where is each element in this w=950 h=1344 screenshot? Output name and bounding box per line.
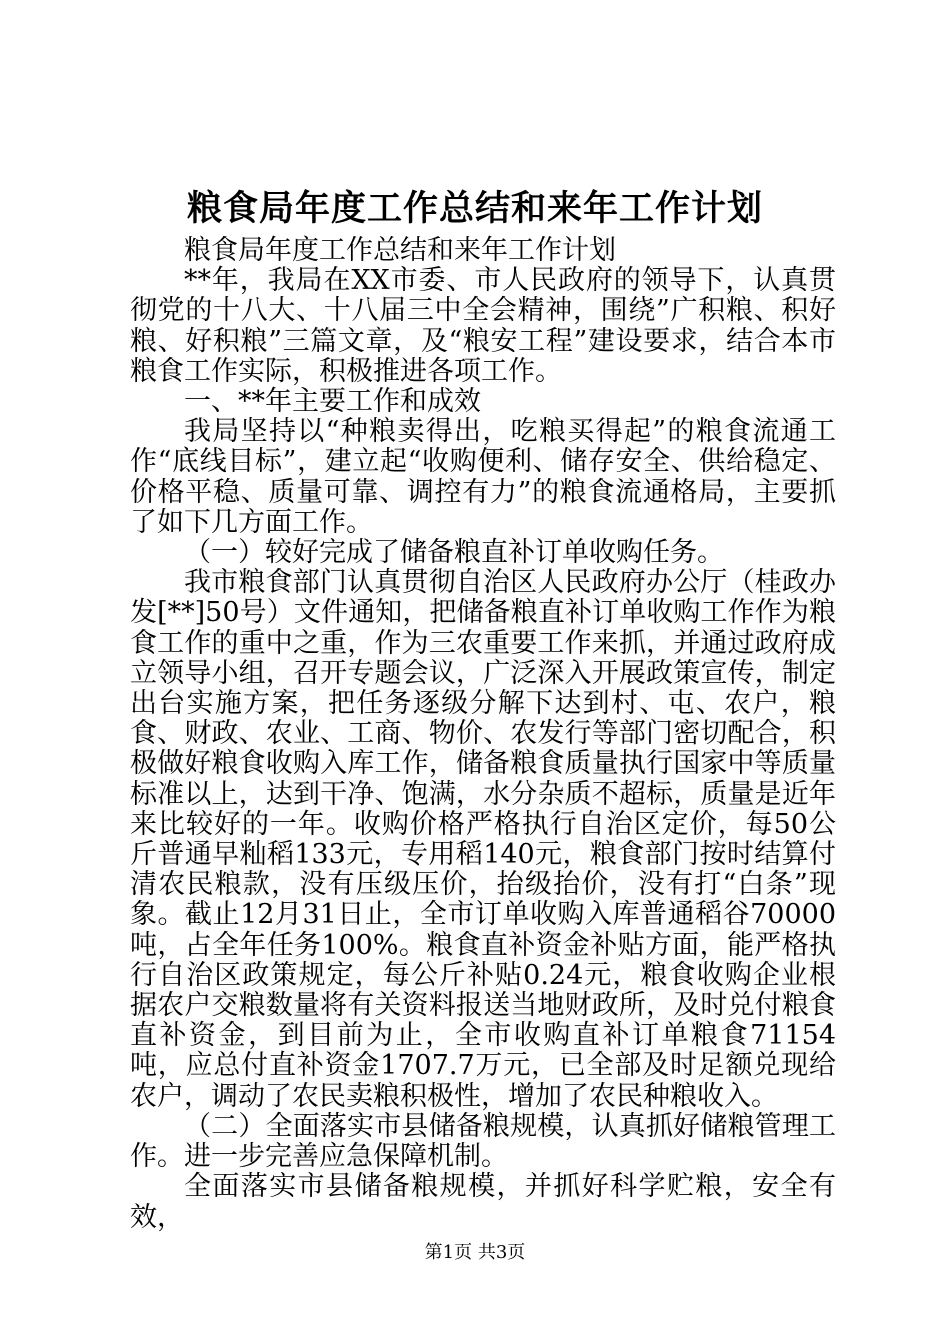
paragraph-subtitle: 粮食局年度工作总结和来年工作计划 (184, 235, 616, 266)
paragraph-reserve-scale: 全面落实市县储备粮规模，并抓好科学贮粮，安全有效， (130, 1171, 836, 1233)
page-title: 粮食局年度工作总结和来年工作计划 (186, 188, 763, 229)
paragraph-intro: **年，我局在XX市委、市人民政府的领导下，认真贯彻党的十八大、十八届三中全会精神，围绕”广积粮、积好粮、好积粮”三篇文章，及“粮安工程”建设要求，结合本市粮食工作实际，积极推进各项工作。 (130, 265, 836, 387)
page-number-footer: 第1页 共3页 (424, 1242, 526, 1263)
section-heading-achievements: 一、**年主要工作和成效 (184, 386, 481, 418)
paragraph-overview: 我局坚持以“种粮卖得出，吃粮买得起”的粮食流通工作“底线目标”，建立起“收购便利、储存安全、供给稳定、价格平稳、质量可靠、调控有力”的粮食流通格局，主要抓了如下几方面工作。 (130, 416, 836, 538)
paragraph-purchase-task: 我市粮食部门认真贯彻自治区人民政府办公厅（桂政办发[**]50号）文件通知，把储备粮直补订单收购工作作为粮食工作的重中之重，作为三农重要工作来抓，并通过政府成立领导小组，召开专题会议，广泛深入开展政策宣传，制定出台实施方案，把任务逐级分解下达到村、屯、农户，粮食、财政、农业、工商、物价、农发行等部门密切配合，积极做好粮食收购入库工作，储备粮食质量执行国家中等质量标准以上，达到干净、饱满，水分杂质不超标，质量是近年来比较好的一年。收购价格严格执行自治区定价，每50公斤普通早籼稻133元，专用稻140元，粮食部门按时结算付清农民粮款，没有压级压价，抬级抬价，没有打“白条”现象。截止12月31日止，全市订单收购入库普通稻谷70000吨，占全年任务100%。粮食直补资金补贴方面，能严格执行自治区政策规定，每公斤补贴0.24元，粮食收购企业根据农户交粮数量将有关资料报送当地财政所，及时兑付粮食直补资金，到目前为止，全市收购直补订单粮食71154吨，应总付直补资金1707.7万元，已全部及时足额兑现给农户，调动了农民卖粮积极性，增加了农民种粮收入。 (130, 567, 836, 1112)
subsection-heading-2: （二）全面落实市县储备粮规模，认真抓好储粮管理工作。进一步完善应急保障机制。 (130, 1110, 836, 1173)
subsection-heading-1: （一）较好完成了储备粮直补订单收购任务。 (184, 537, 724, 569)
document-body (130, 236, 836, 1233)
